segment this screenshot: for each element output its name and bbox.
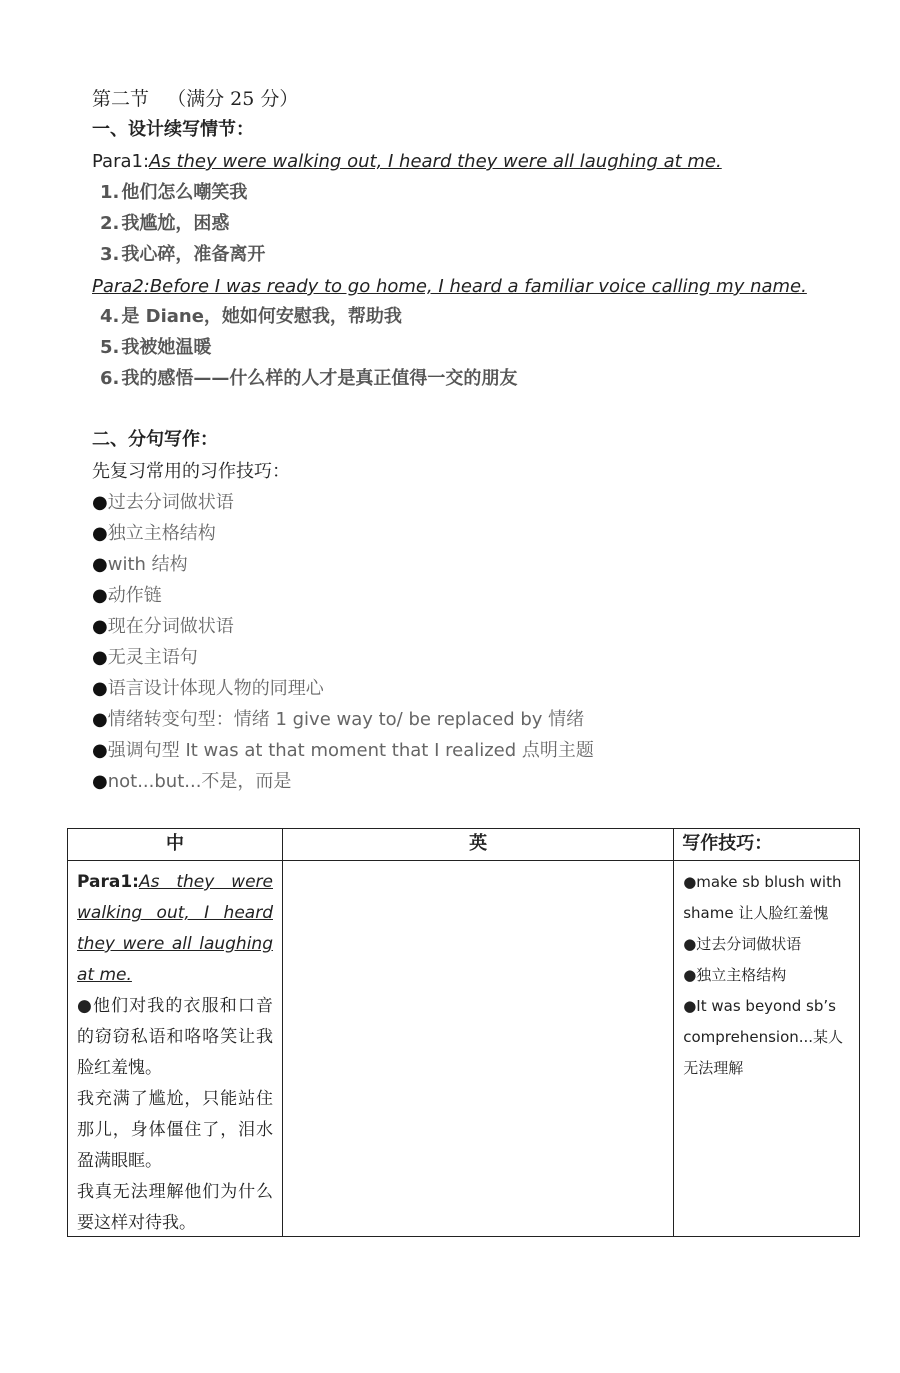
outline-item-text: 我尴尬，困惑 bbox=[121, 213, 230, 234]
cell-english-answer[interactable] bbox=[283, 861, 674, 1237]
technique-item: ●make sb blush with shame 让人脸红羞愧 bbox=[683, 873, 842, 922]
tip-text: 现在分词做状语 bbox=[107, 616, 234, 637]
outline-item bbox=[100, 306, 402, 328]
technique-item: ●独立主格结构 bbox=[683, 966, 787, 984]
outline-item-text: 我心碎，准备离开 bbox=[121, 244, 266, 265]
outline-item-text: 我的感悟——什么样的人才是真正值得一交的朋友 bbox=[121, 368, 518, 389]
outline-item-text: 他们怎么嘲笑我 bbox=[121, 182, 248, 203]
section-score: （满分 25 分） bbox=[167, 88, 299, 110]
outline-item-number: 3. bbox=[100, 244, 120, 265]
para1-text: As they were walking out, I heard they were all laughing at me. bbox=[149, 151, 722, 172]
part2-intro: 先复习常用的习作技巧： bbox=[92, 461, 290, 482]
tip-item bbox=[92, 523, 216, 545]
technique-item: ●过去分词做状语 bbox=[683, 935, 802, 953]
outline-item bbox=[100, 337, 211, 359]
tip-text: 独立主格结构 bbox=[107, 523, 216, 544]
outline-item-number: 1. bbox=[100, 182, 120, 203]
section-header bbox=[92, 88, 298, 110]
column-header-english: 英 bbox=[283, 829, 674, 861]
part1-heading: 一、设计续写情节： bbox=[92, 119, 254, 140]
tip-item bbox=[92, 709, 584, 731]
outline-item bbox=[100, 182, 247, 204]
tip-text: 语言设计体现人物的同理心 bbox=[107, 678, 324, 699]
tip-text: not...but...不是，而是 bbox=[107, 771, 292, 792]
tip-text: 情绪转变句型：情绪 1 give way to/ be replaced by 情绪 bbox=[107, 709, 585, 730]
tip-item bbox=[92, 616, 234, 638]
table-row bbox=[68, 861, 860, 1237]
tip-item bbox=[92, 771, 291, 793]
outline-item-number: 5. bbox=[100, 337, 120, 358]
zh-sentence: 我真无法理解他们为什么要这样对待我。 bbox=[77, 1182, 273, 1233]
outline-item-number: 2. bbox=[100, 213, 120, 234]
table-header-row bbox=[68, 829, 860, 861]
zh-sentence: 我充满了尴尬，只能站住那儿，身体僵住了，泪水盈满眼眶。 bbox=[77, 1089, 273, 1171]
writing-table bbox=[67, 828, 860, 1237]
outline-item-number: 4. bbox=[100, 306, 120, 327]
bullet-icon: ● bbox=[92, 616, 108, 637]
bullet-icon: ● bbox=[92, 771, 108, 792]
tip-item bbox=[92, 554, 188, 576]
para1-line bbox=[92, 151, 722, 173]
outline-item bbox=[100, 213, 229, 235]
tip-text: 无灵主语句 bbox=[107, 647, 198, 668]
tip-text: with 结构 bbox=[107, 554, 188, 575]
english-answer-area[interactable] bbox=[283, 861, 673, 871]
bullet-icon: ● bbox=[92, 647, 108, 668]
bullet-icon: ● bbox=[92, 740, 108, 761]
tip-item bbox=[92, 740, 594, 762]
bullet-icon: ● bbox=[92, 554, 108, 575]
bullet-icon: ● bbox=[92, 492, 108, 513]
bullet-icon: ● bbox=[92, 585, 108, 606]
para1-label: Para1: bbox=[92, 151, 150, 172]
tip-item bbox=[92, 492, 234, 514]
tip-item bbox=[92, 647, 198, 669]
tip-text: 过去分词做状语 bbox=[107, 492, 234, 513]
bullet-icon: ● bbox=[92, 709, 108, 730]
outline-item-number: 6. bbox=[100, 368, 120, 389]
cell-techniques bbox=[674, 861, 860, 1237]
cell-chinese bbox=[68, 861, 283, 1237]
zh-sentence: ●他们对我的衣服和口音的窃窃私语和咯咯笑让我脸红羞愧。 bbox=[77, 996, 273, 1078]
tip-item bbox=[92, 678, 324, 700]
technique-item: ●It was beyond sb’s comprehension...某人无法理解 bbox=[683, 997, 844, 1077]
outline-item-text: 是 Diane，她如何安慰我，帮助我 bbox=[121, 306, 402, 327]
tip-text: 强调句型 It was at that moment that I realized 点明主题 bbox=[107, 740, 594, 761]
para1-cell-label: Para1: bbox=[77, 872, 139, 892]
tip-text: 动作链 bbox=[107, 585, 162, 606]
para1-cell-text: As they were walking out, I heard they were all laughing at me. bbox=[77, 872, 273, 985]
bullet-icon: ● bbox=[92, 678, 108, 699]
outline-item bbox=[100, 368, 517, 390]
tip-item bbox=[92, 585, 162, 607]
bullet-icon: ● bbox=[92, 523, 108, 544]
outline-item bbox=[100, 244, 265, 266]
section-title: 第二节 bbox=[92, 88, 150, 110]
para2-line: Para2:Before I was ready to go home, I heard a familiar voice calling my name. bbox=[92, 276, 807, 297]
part2-heading: 二、分句写作： bbox=[92, 429, 218, 450]
column-header-chinese: 中 bbox=[68, 829, 283, 861]
outline-item-text: 我被她温暖 bbox=[121, 337, 212, 358]
column-header-techniques: 写作技巧： bbox=[674, 829, 860, 861]
